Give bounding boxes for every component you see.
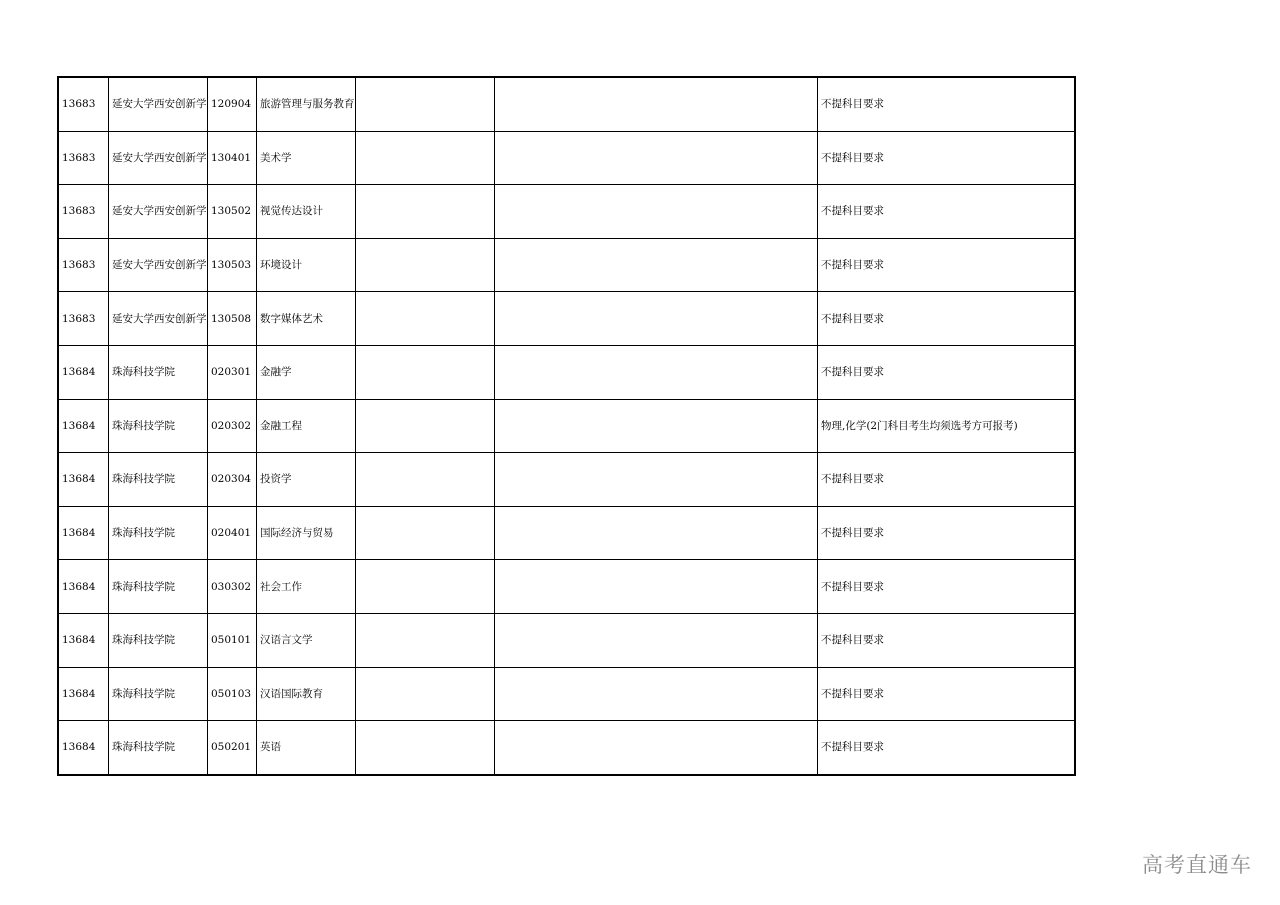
empty-cell bbox=[495, 185, 818, 239]
school-code-cell: 13684 bbox=[58, 399, 109, 453]
major-name-cell: 金融学 bbox=[257, 345, 356, 399]
major-name-cell: 社会工作 bbox=[257, 560, 356, 614]
empty-cell bbox=[356, 506, 495, 560]
school-code-cell: 13684 bbox=[58, 345, 109, 399]
table-row bbox=[58, 345, 1075, 399]
major-name-cell: 环境设计 bbox=[257, 238, 356, 292]
empty-cell bbox=[495, 613, 818, 667]
major-name-cell: 汉语国际教育 bbox=[257, 667, 356, 721]
major-code-cell: 120904 bbox=[208, 77, 257, 131]
major-code-cell: 030302 bbox=[208, 560, 257, 614]
school-code-cell: 13684 bbox=[58, 613, 109, 667]
school-name-cell: 延安大学西安创新学 bbox=[109, 292, 208, 346]
table-row bbox=[58, 613, 1075, 667]
admission-subject-requirements-table bbox=[57, 76, 1076, 776]
empty-cell bbox=[495, 667, 818, 721]
empty-cell bbox=[356, 613, 495, 667]
table-row bbox=[58, 77, 1075, 131]
major-code-cell: 130503 bbox=[208, 238, 257, 292]
school-name-cell: 延安大学西安创新学 bbox=[109, 185, 208, 239]
table-row bbox=[58, 238, 1075, 292]
subject-requirement-cell: 不提科目要求 bbox=[818, 345, 1076, 399]
school-name-cell: 珠海科技学院 bbox=[109, 721, 208, 775]
major-name-cell: 投资学 bbox=[257, 453, 356, 507]
school-name-cell: 珠海科技学院 bbox=[109, 613, 208, 667]
school-code-cell: 13684 bbox=[58, 721, 109, 775]
school-code-cell: 13684 bbox=[58, 560, 109, 614]
table-row bbox=[58, 667, 1075, 721]
empty-cell bbox=[495, 238, 818, 292]
empty-cell bbox=[495, 345, 818, 399]
school-code-cell: 13683 bbox=[58, 185, 109, 239]
subject-requirement-cell: 不提科目要求 bbox=[818, 721, 1076, 775]
school-name-cell: 珠海科技学院 bbox=[109, 399, 208, 453]
empty-cell bbox=[495, 77, 818, 131]
major-name-cell: 汉语言文学 bbox=[257, 613, 356, 667]
empty-cell bbox=[356, 721, 495, 775]
school-name-cell: 珠海科技学院 bbox=[109, 345, 208, 399]
subject-requirement-cell: 物理,化学(2门科目考生均须选考方可报考) bbox=[818, 399, 1076, 453]
watermark-text: 高考直通车 bbox=[1142, 853, 1252, 877]
subject-requirement-cell: 不提科目要求 bbox=[818, 131, 1076, 185]
major-code-cell: 050101 bbox=[208, 613, 257, 667]
subject-requirement-cell: 不提科目要求 bbox=[818, 667, 1076, 721]
major-name-cell: 金融工程 bbox=[257, 399, 356, 453]
subject-requirement-cell: 不提科目要求 bbox=[818, 77, 1076, 131]
school-code-cell: 13683 bbox=[58, 131, 109, 185]
school-code-cell: 13683 bbox=[58, 292, 109, 346]
empty-cell bbox=[356, 238, 495, 292]
empty-cell bbox=[495, 506, 818, 560]
school-name-cell: 延安大学西安创新学 bbox=[109, 238, 208, 292]
empty-cell bbox=[356, 345, 495, 399]
major-name-cell: 旅游管理与服务教育 bbox=[257, 77, 356, 131]
table-body bbox=[58, 77, 1075, 775]
major-code-cell: 130508 bbox=[208, 292, 257, 346]
empty-cell bbox=[495, 399, 818, 453]
table-row bbox=[58, 721, 1075, 775]
school-name-cell: 珠海科技学院 bbox=[109, 667, 208, 721]
major-name-cell: 英语 bbox=[257, 721, 356, 775]
major-name-cell: 国际经济与贸易 bbox=[257, 506, 356, 560]
subject-requirement-cell: 不提科目要求 bbox=[818, 292, 1076, 346]
table-row bbox=[58, 506, 1075, 560]
table-row bbox=[58, 185, 1075, 239]
empty-cell bbox=[495, 131, 818, 185]
subject-requirement-cell: 不提科目要求 bbox=[818, 506, 1076, 560]
school-name-cell: 珠海科技学院 bbox=[109, 560, 208, 614]
subject-requirement-cell: 不提科目要求 bbox=[818, 613, 1076, 667]
table-row bbox=[58, 560, 1075, 614]
subject-requirement-cell: 不提科目要求 bbox=[818, 185, 1076, 239]
empty-cell bbox=[356, 292, 495, 346]
empty-cell bbox=[495, 721, 818, 775]
school-name-cell: 珠海科技学院 bbox=[109, 453, 208, 507]
subject-requirement-cell: 不提科目要求 bbox=[818, 238, 1076, 292]
major-code-cell: 020301 bbox=[208, 345, 257, 399]
school-name-cell: 延安大学西安创新学 bbox=[109, 77, 208, 131]
major-code-cell: 130401 bbox=[208, 131, 257, 185]
empty-cell bbox=[356, 453, 495, 507]
empty-cell bbox=[356, 185, 495, 239]
school-code-cell: 13683 bbox=[58, 238, 109, 292]
empty-cell bbox=[495, 453, 818, 507]
school-name-cell: 延安大学西安创新学 bbox=[109, 131, 208, 185]
major-code-cell: 130502 bbox=[208, 185, 257, 239]
major-name-cell: 视觉传达设计 bbox=[257, 185, 356, 239]
empty-cell bbox=[356, 77, 495, 131]
empty-cell bbox=[495, 560, 818, 614]
major-code-cell: 020304 bbox=[208, 453, 257, 507]
subject-requirement-cell: 不提科目要求 bbox=[818, 560, 1076, 614]
empty-cell bbox=[356, 131, 495, 185]
major-code-cell: 020302 bbox=[208, 399, 257, 453]
major-code-cell: 050201 bbox=[208, 721, 257, 775]
major-code-cell: 020401 bbox=[208, 506, 257, 560]
school-code-cell: 13684 bbox=[58, 506, 109, 560]
empty-cell bbox=[356, 667, 495, 721]
table-row bbox=[58, 292, 1075, 346]
major-code-cell: 050103 bbox=[208, 667, 257, 721]
school-code-cell: 13684 bbox=[58, 453, 109, 507]
table-row bbox=[58, 453, 1075, 507]
school-code-cell: 13683 bbox=[58, 77, 109, 131]
major-name-cell: 美术学 bbox=[257, 131, 356, 185]
empty-cell bbox=[356, 399, 495, 453]
major-name-cell: 数字媒体艺术 bbox=[257, 292, 356, 346]
subject-requirement-cell: 不提科目要求 bbox=[818, 453, 1076, 507]
table-row bbox=[58, 131, 1075, 185]
school-name-cell: 珠海科技学院 bbox=[109, 506, 208, 560]
empty-cell bbox=[356, 560, 495, 614]
table-row bbox=[58, 399, 1075, 453]
school-code-cell: 13684 bbox=[58, 667, 109, 721]
empty-cell bbox=[495, 292, 818, 346]
